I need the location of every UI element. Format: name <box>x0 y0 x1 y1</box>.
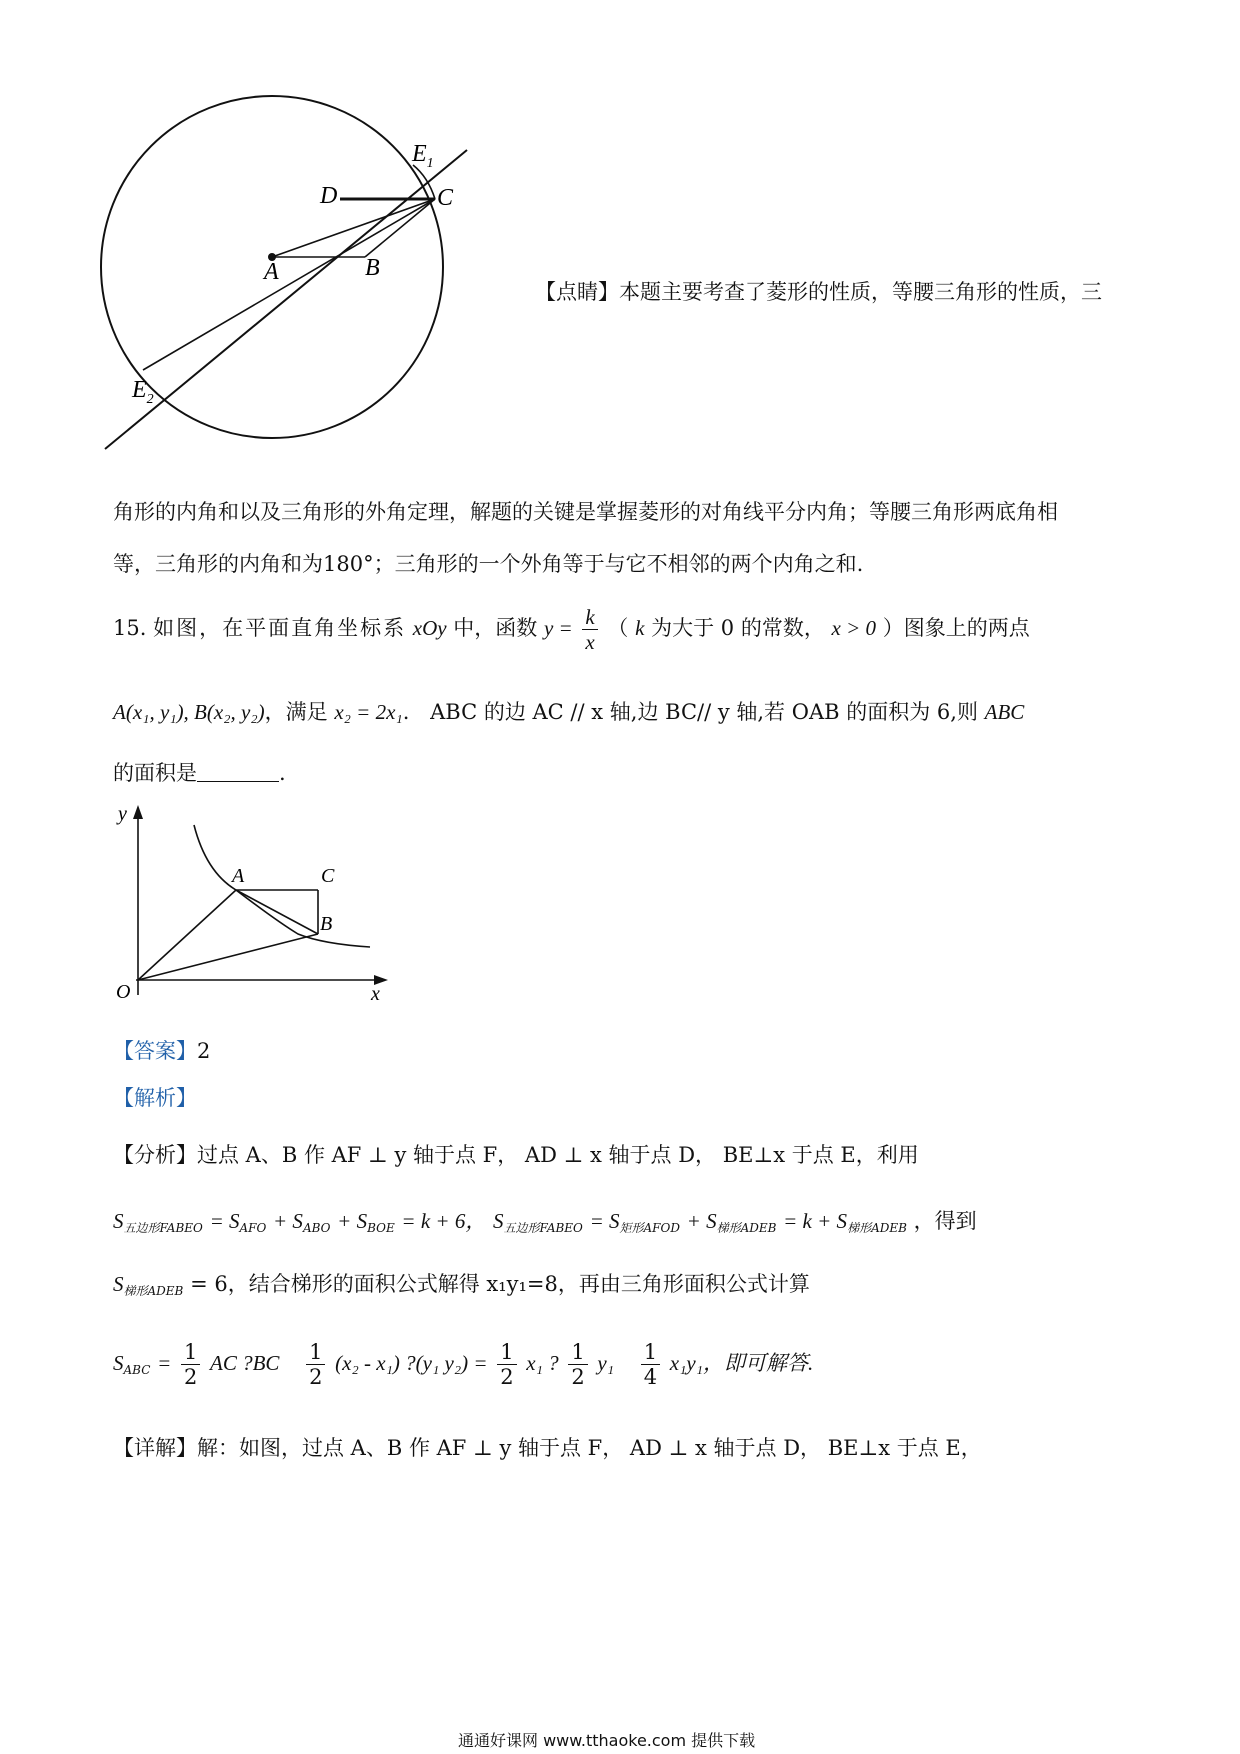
answer-line <box>113 1035 210 1065</box>
label-o: O <box>116 981 131 1003</box>
segment-ob <box>138 934 318 980</box>
label-a: A <box>264 259 279 285</box>
label-x: x <box>371 983 380 1005</box>
answer-blank <box>197 763 279 782</box>
label-b: B <box>320 913 333 935</box>
problem-15-line-3: 的面积是 . <box>113 761 286 785</box>
problem-15-line-1: 15. 如图，在平面直角坐标系 xOy 中，函数 y = $\frac{k}{x}$ （ k 为大于 0 的常数， x > 0 ）图象上的两点 <box>113 605 1030 654</box>
segment-ac <box>272 199 435 257</box>
segment-ab <box>236 890 318 934</box>
secant-line <box>105 150 467 449</box>
fenxi-line-2: $S_{五边形FABEO} = S_{AFO} + S_{ABO} + S_{BOE} = k + 6$， $S_{五边形FABEO} = S_{矩形AFOD} + S_{梯形ADEB} = k + S_{梯形ADEB}$ ，得到 <box>113 1209 977 1235</box>
dianjing-line-3: 等，三角形的内角和为180°；三角形的一个外角等于与它不相邻的两个内角之和. <box>113 552 864 576</box>
hyperbola-diagram <box>108 800 398 1010</box>
fraction-quarter: $\frac{1}{4}$ <box>641 1340 660 1389</box>
label-b: B <box>365 255 380 281</box>
segment-oa <box>138 890 236 980</box>
problem-15-line-2: A(x₁, y₁), B(x₂, y₂)，满足 x₂ = 2x₁. ABC 的边 AC // x 轴,边 BC// y 轴,若 OAB 的面积为 6,则 ABC <box>113 700 1025 724</box>
fenxi-line-4: $S_{ABC}$ = $\frac{1}{2}$ AC ?BC $\frac{1}{2}$ (x₂ - x₁) ?(y₁ y₂) = $\frac{1}{2}$ x₁ ? $\frac{1}{2}$ y₁ $\frac{1}{4}$ x₁y₁，即可解答. <box>113 1340 814 1389</box>
segment-bc <box>365 199 435 257</box>
label-y: y <box>118 803 127 825</box>
problem-number: 15. <box>113 616 147 640</box>
dianjing-line-2: 角形的内角和以及三角形的外角定理，解题的关键是掌握菱形的对角线平分内角；等腰三角形两底角相 <box>113 500 1058 524</box>
label-d: D <box>320 183 338 209</box>
hyperbola-curve <box>194 825 370 947</box>
label-a: A <box>232 865 245 887</box>
label-e1: $E_1$ <box>412 141 434 171</box>
dianjing-tag: 【点睛】 <box>535 280 619 304</box>
fraction-half-1: $\frac{1}{2}$ <box>181 1340 200 1389</box>
fraction-half-2: $\frac{1}{2}$ <box>306 1340 325 1389</box>
label-c: C <box>437 185 454 211</box>
function-fraction: $\frac{k}{x}$ <box>582 605 597 654</box>
label-e2: $E_2$ <box>132 377 154 407</box>
circle-rhombus-diagram <box>100 95 500 475</box>
y-axis-arrow <box>133 805 143 819</box>
xiangjie-line-1: 【详解】解：如图，过点 A、B 作 AF ⊥ y 轴于点 F， AD ⊥ x 轴于点 D， BE⊥x 于点 E， <box>113 1436 982 1460</box>
fraction-half-4: $\frac{1}{2}$ <box>568 1340 587 1389</box>
fraction-half-3: $\frac{1}{2}$ <box>497 1340 516 1389</box>
footer-text: 通通好课网 www.tthaoke.com 提供下载 <box>458 1731 756 1750</box>
analysis-tag: 【解析】 <box>113 1086 197 1110</box>
answer-value: 2 <box>197 1039 211 1063</box>
fenxi-line-3: $S_{梯形ADEB} = 6$，结合梯形的面积公式解得 x₁y₁=8，再由三角形面积公式计算 <box>113 1272 810 1298</box>
dianjing-line-1: 【点睛】本题主要考查了菱形的性质，等腰三角形的性质，三 <box>535 280 1102 304</box>
fenxi-tag: 【分析】 <box>113 1143 197 1167</box>
answer-tag: 【答案】 <box>113 1039 197 1063</box>
segment-e2c <box>143 199 435 370</box>
fenxi-line-1: 【分析】过点 A、B 作 AF ⊥ y 轴于点 F， AD ⊥ x 轴于点 D， BE⊥x 于点 E，利用 <box>113 1143 919 1167</box>
label-c: C <box>321 865 335 887</box>
xiangjie-tag: 【详解】 <box>113 1436 197 1460</box>
